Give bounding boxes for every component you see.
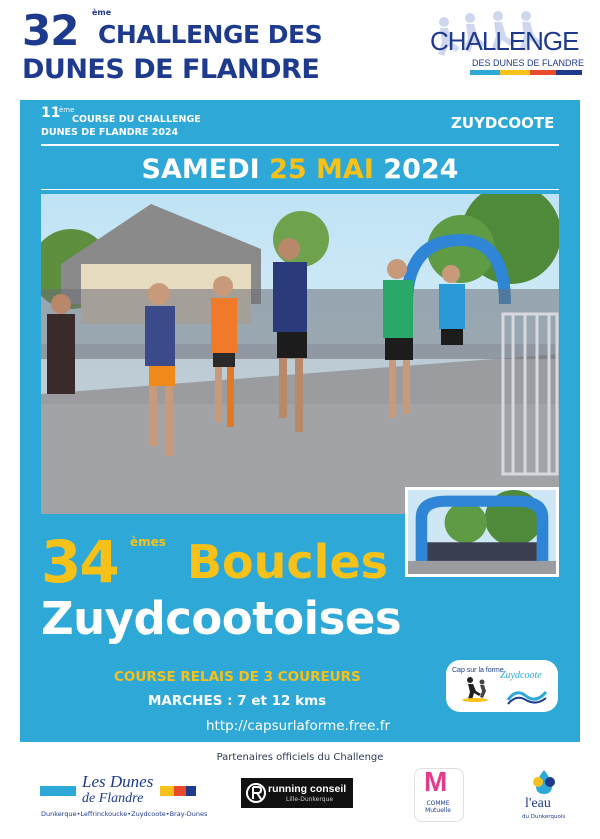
water-drop-icon [528, 768, 560, 796]
race-number-superscript: èmes [130, 535, 166, 549]
header-title-line2: DUNES DE FLANDRE [22, 54, 320, 85]
divider-bottom [41, 189, 559, 190]
wave-icon [506, 684, 548, 706]
logo-subtitle: DES DUNES DE FLANDRE [472, 58, 585, 68]
partner-dunes-line1: Les Dunes [82, 772, 154, 791]
date-year: 2024 [383, 154, 459, 185]
runner-silhouette-icon [460, 676, 490, 702]
course-line1: COURSE DU CHALLENGE [72, 114, 201, 125]
logo-color-bar [470, 70, 582, 75]
race-name-line1: Boucles [187, 535, 389, 589]
partner-comme-mutuelle-label: COMME Mutuelle [425, 800, 451, 814]
edition-superscript: ème [92, 8, 112, 17]
course-superscript: ème [59, 106, 75, 114]
walks-info: MARCHES : 7 et 12 kms [148, 693, 327, 709]
course-number: 11 [41, 105, 61, 121]
partner-running-name: running conseil [268, 783, 347, 795]
date-highlight: 25 MAI [269, 154, 374, 185]
race-arch-photo [405, 487, 559, 577]
logo-title: CHALLENGE [430, 26, 579, 56]
event-city: ZUYDCOOTE [451, 114, 555, 132]
partner-eau: l'eau [525, 796, 551, 811]
badge-capsurlaforme: Cap sur la forme [452, 667, 504, 674]
website-link[interactable]: http://capsurlaforme.free.fr [206, 718, 391, 734]
partner-dunes-towns: Dunkerque•Leffrinckoucke•Zuydcoote•Bray-Dunes [41, 810, 208, 818]
comme-mutuelle-m-icon: M [424, 766, 448, 797]
event-date [20, 154, 580, 185]
header-title-line1: CHALLENGE DES [98, 20, 323, 49]
partner-eau-sub: du Dunkerquois [522, 814, 566, 820]
date-prefix: SAMEDI [141, 154, 260, 185]
running-conseil-logo-icon [246, 781, 266, 805]
race-name-line2: Zuydcootoises [41, 592, 402, 645]
divider-top [41, 144, 559, 146]
partner-dunes-line2: de Flandre [82, 791, 144, 806]
partner-running-city: Lille-Dunkerque [286, 796, 334, 803]
edition-number: 32 [22, 6, 79, 55]
race-number: 34 [41, 528, 118, 596]
badge-zuydcoote: Zuydcoote [500, 670, 542, 681]
relay-info: COURSE RELAIS DE 3 COUREURS [114, 669, 361, 685]
race-start-photo [41, 194, 559, 514]
partners-title: Partenaires officiels du Challenge [216, 752, 384, 763]
course-line2: DUNES DE FLANDRE 2024 [41, 127, 179, 138]
